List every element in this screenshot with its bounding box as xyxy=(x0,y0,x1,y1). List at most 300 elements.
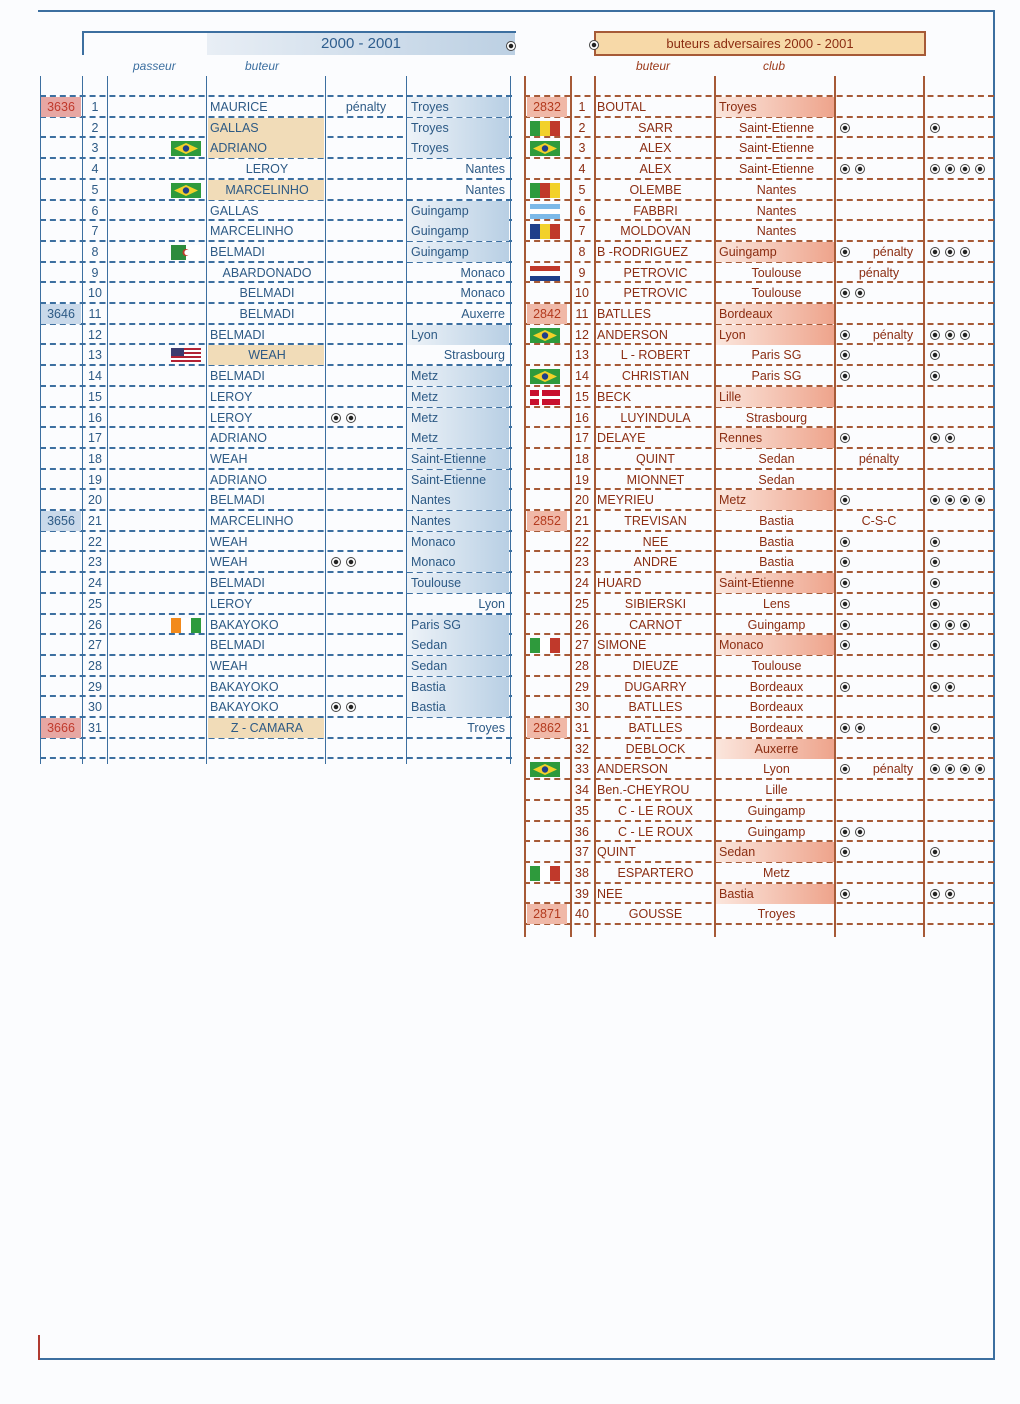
match-code: 2842 xyxy=(527,304,567,324)
table-row xyxy=(524,408,994,428)
club-name: Nantes xyxy=(756,203,797,218)
ball-icon xyxy=(930,164,940,174)
club-name: Guingamp xyxy=(716,242,834,262)
row-number: 28 xyxy=(575,658,589,673)
penalty-note: pénalty xyxy=(858,265,900,280)
opponent-scorers-table xyxy=(524,76,994,937)
ball-icon xyxy=(840,764,850,774)
flag-cameroon-icon xyxy=(530,183,560,198)
row-number: 29 xyxy=(88,679,102,694)
row-number: 25 xyxy=(575,596,589,611)
club-name: Lyon xyxy=(716,325,834,345)
table-row xyxy=(524,656,994,676)
row-number: 7 xyxy=(91,224,99,239)
row-number: 31 xyxy=(575,721,589,735)
flag-brazil-icon xyxy=(530,369,560,384)
flag-brazil-icon xyxy=(171,183,201,198)
row-number: 40 xyxy=(575,907,589,922)
table-row xyxy=(40,345,512,365)
scorer-name: MARCELINHO xyxy=(210,224,294,239)
scorer-name: WEAH xyxy=(210,658,248,673)
scorer-name: DEBLOCK xyxy=(625,741,686,756)
row-number: 10 xyxy=(575,286,589,301)
club-name: Guingamp xyxy=(407,221,509,241)
table-row xyxy=(40,201,512,221)
table-row xyxy=(524,283,994,303)
row-number: 24 xyxy=(88,576,102,591)
row-number: 32 xyxy=(575,741,589,756)
club-name: Metz xyxy=(407,387,509,407)
ball-icon xyxy=(945,682,955,692)
club-name: Metz xyxy=(407,428,509,448)
table-row xyxy=(40,635,512,655)
row-number: 6 xyxy=(578,203,586,218)
row-number: 16 xyxy=(88,410,102,425)
ball-icon xyxy=(346,413,356,423)
row-number: 24 xyxy=(575,576,589,591)
ball-icon xyxy=(840,682,850,692)
row-number: 25 xyxy=(88,596,102,611)
row-number: 5 xyxy=(578,182,586,197)
club-name: Bastia xyxy=(759,555,794,570)
table-row xyxy=(40,138,512,158)
scorer-name: ANDERSON xyxy=(597,327,668,342)
ball-icon xyxy=(840,889,850,899)
scorer-name: BELMADI xyxy=(210,638,265,653)
table-row xyxy=(40,573,512,593)
ball-icon xyxy=(840,371,850,381)
table-row xyxy=(40,283,512,303)
scorer-name: BAKAYOKO xyxy=(210,700,279,715)
table-row xyxy=(524,801,994,821)
table-row xyxy=(40,408,512,428)
ball-icon xyxy=(331,557,341,567)
ball-icon xyxy=(930,640,940,650)
ball-icon xyxy=(930,433,940,443)
scorer-name: BATLLES xyxy=(597,307,651,321)
row-number: 30 xyxy=(88,700,102,715)
scorer-name: ABARDONADO xyxy=(222,265,312,280)
table-row xyxy=(524,387,994,407)
scorer-name: FABBRI xyxy=(633,203,678,218)
ball-icon xyxy=(331,413,341,423)
row-number: 26 xyxy=(88,617,102,632)
row-number: 35 xyxy=(575,803,589,818)
row-number: 23 xyxy=(88,555,102,570)
ball-icon xyxy=(945,164,955,174)
scorer-name: ALEX xyxy=(639,162,672,177)
col-header-passeur: passeur xyxy=(133,59,176,73)
table-row xyxy=(40,159,512,179)
club-name: Lens xyxy=(762,596,791,611)
table-row xyxy=(524,884,994,904)
row-number: 13 xyxy=(88,348,102,363)
ball-icon xyxy=(840,557,850,567)
ball-icon xyxy=(945,433,955,443)
ball-icon xyxy=(960,164,970,174)
row-number: 7 xyxy=(578,224,586,239)
ball-icon xyxy=(506,41,516,51)
scorer-name: MOLDOVAN xyxy=(620,224,691,239)
table-row xyxy=(524,573,994,593)
table-row xyxy=(40,718,512,738)
penalty-note: pénalty xyxy=(872,244,914,259)
ball-icon xyxy=(960,620,970,630)
ball-icon xyxy=(930,247,940,257)
club-name: Guingamp xyxy=(747,803,806,818)
row-number: 17 xyxy=(575,431,589,446)
ball-icon xyxy=(930,578,940,588)
row-number: 30 xyxy=(575,700,589,715)
club-name: Bastia xyxy=(407,697,509,717)
club-name: Toulouse xyxy=(751,658,802,673)
club-name: Lille xyxy=(716,387,834,407)
club-name: Sedan xyxy=(407,656,509,676)
club-name: Sedan xyxy=(758,472,795,487)
scorer-name: TREVISAN xyxy=(624,514,687,528)
club-name: Monaco xyxy=(716,635,834,655)
home-scorers-table xyxy=(40,76,512,764)
match-code: 3636 xyxy=(41,97,81,117)
ball-icon xyxy=(855,827,865,837)
scorer-name: Ben.-CHEYROU xyxy=(597,783,690,798)
club-name: Saint-Etienne xyxy=(738,120,815,135)
table-row xyxy=(524,594,994,614)
flag-brazil-icon xyxy=(530,141,560,156)
ball-icon xyxy=(960,764,970,774)
flag-denmark-icon xyxy=(530,390,560,405)
ball-icon xyxy=(840,288,850,298)
ball-icon xyxy=(930,330,940,340)
flag-romania-icon xyxy=(530,224,560,239)
row-number: 1 xyxy=(91,100,99,114)
table-row xyxy=(40,97,512,117)
club-name: Nantes xyxy=(407,490,509,510)
row-divider xyxy=(40,757,512,759)
table-row xyxy=(524,470,994,490)
flag-brazil-icon xyxy=(530,762,560,777)
table-row xyxy=(40,552,512,572)
club-name: Nantes xyxy=(465,182,505,197)
ball-icon xyxy=(960,247,970,257)
row-number: 33 xyxy=(575,762,589,777)
table-row xyxy=(524,428,994,448)
penalty-note: pénalty xyxy=(872,762,914,777)
table-row xyxy=(524,490,994,510)
ball-icon xyxy=(840,599,850,609)
scorer-name: BAKAYOKO xyxy=(210,617,279,632)
row-number: 15 xyxy=(88,389,102,404)
row-number: 29 xyxy=(575,679,589,694)
row-number: 4 xyxy=(578,162,586,177)
scorer-name: C - LE ROUX xyxy=(617,824,693,839)
row-number: 2 xyxy=(91,120,99,135)
club-name: Metz xyxy=(407,408,509,428)
flag-argentina-icon xyxy=(530,204,560,219)
club-name: Saint-Etienne xyxy=(407,470,509,490)
match-code: 3646 xyxy=(41,304,81,324)
scorer-name: LEROY xyxy=(210,389,253,404)
ball-icon xyxy=(945,330,955,340)
ball-icon xyxy=(930,123,940,133)
table-row xyxy=(524,201,994,221)
club-name: Monaco xyxy=(407,532,509,552)
club-name: Bordeaux xyxy=(749,721,804,735)
flag-usa-icon xyxy=(171,348,201,363)
row-number: 37 xyxy=(575,845,589,860)
scorer-name: BELMADI xyxy=(239,286,295,301)
club-name: Saint-Etienne xyxy=(738,162,815,177)
club-name: Bastia xyxy=(759,534,794,549)
row-number: 14 xyxy=(575,369,589,384)
row-number: 8 xyxy=(578,244,586,259)
scorer-name: BELMADI xyxy=(210,327,265,342)
club-name: Troyes xyxy=(757,907,796,922)
table-row xyxy=(524,904,994,924)
scorer-name: BOUTAL xyxy=(597,100,647,114)
row-number: 10 xyxy=(88,286,102,301)
scorer-name: SARR xyxy=(638,120,673,135)
scorer-name: BELMADI xyxy=(239,307,295,321)
scorer-name: B -RODRIGUEZ xyxy=(597,244,688,259)
scorer-name: BECK xyxy=(597,389,632,404)
ball-icon xyxy=(930,847,940,857)
ball-icon xyxy=(960,495,970,505)
ball-icon xyxy=(840,578,850,588)
row-number: 8 xyxy=(91,244,99,259)
right-title: buteurs adversaires 2000 - 2001 xyxy=(594,33,926,56)
row-number: 22 xyxy=(88,534,102,549)
flag-algeria-icon xyxy=(171,245,201,260)
club-name: Paris SG xyxy=(751,348,802,363)
table-row xyxy=(40,449,512,469)
row-number: 13 xyxy=(575,348,589,363)
club-name: Sedan xyxy=(716,842,834,862)
row-number: 38 xyxy=(575,865,589,880)
ball-icon xyxy=(840,495,850,505)
ball-icon xyxy=(930,537,940,547)
table-row xyxy=(524,304,994,324)
flag-ivory-icon xyxy=(171,618,201,633)
row-number: 18 xyxy=(575,451,589,466)
row-number: 11 xyxy=(575,307,589,321)
flag-senegal-icon xyxy=(530,121,560,136)
ball-icon xyxy=(975,495,985,505)
table-row xyxy=(40,118,512,138)
scorer-name: QUINT xyxy=(597,845,636,860)
ball-icon xyxy=(945,889,955,899)
table-row xyxy=(524,842,994,862)
scorer-name: DUGARRY xyxy=(624,679,687,694)
ball-icon xyxy=(840,350,850,360)
ball-icon xyxy=(960,330,970,340)
ball-icon xyxy=(930,764,940,774)
club-name: Strasbourg xyxy=(745,410,808,425)
club-name: Troyes xyxy=(407,97,509,117)
ball-icon xyxy=(930,889,940,899)
row-number: 21 xyxy=(88,514,102,528)
scorer-name: WEAH xyxy=(208,345,324,365)
ball-icon xyxy=(930,371,940,381)
ball-icon xyxy=(840,164,850,174)
table-row xyxy=(524,449,994,469)
ball-icon xyxy=(930,495,940,505)
scorer-name: BATLLES xyxy=(628,721,683,735)
scorer-name: PETROVIC xyxy=(623,265,688,280)
table-row xyxy=(524,635,994,655)
table-row xyxy=(40,221,512,241)
scorer-name: BAKAYOKO xyxy=(210,679,279,694)
match-code: 2862 xyxy=(527,718,567,738)
ball-icon xyxy=(346,557,356,567)
club-name: Monaco xyxy=(460,265,505,280)
page-frame-left xyxy=(38,1335,40,1360)
club-name: Guingamp xyxy=(407,242,509,262)
scorer-name: BELMADI xyxy=(210,576,265,591)
club-name: Auxerre xyxy=(716,739,834,759)
flag-brazil-icon xyxy=(530,328,560,343)
table-row xyxy=(40,656,512,676)
scorer-name: MIONNET xyxy=(626,472,685,487)
scorer-name: DELAYE xyxy=(597,431,646,446)
table-row xyxy=(40,490,512,510)
table-row xyxy=(40,594,512,614)
row-number: 31 xyxy=(88,721,102,735)
club-name: Auxerre xyxy=(461,307,505,321)
table-row xyxy=(524,863,994,883)
club-name: Nantes xyxy=(756,182,797,197)
penalty-note: C-S-C xyxy=(861,514,897,528)
scorer-name: NEE xyxy=(642,534,669,549)
row-number: 18 xyxy=(88,451,102,466)
scorer-name: HUARD xyxy=(597,576,642,591)
club-name: Saint-Etienne xyxy=(716,573,834,593)
club-name: Strasbourg xyxy=(443,348,505,363)
scorer-name: MEYRIEU xyxy=(597,493,654,508)
table-row xyxy=(524,780,994,800)
club-name: Bastia xyxy=(716,884,834,904)
penalty-note: pénalty xyxy=(345,100,387,114)
table-row xyxy=(524,759,994,779)
table-row xyxy=(524,221,994,241)
club-name: Sedan xyxy=(407,635,509,655)
scorer-name: Z - CAMARA xyxy=(208,718,324,738)
row-number: 15 xyxy=(575,389,589,404)
row-number: 11 xyxy=(88,307,102,321)
scorer-name: ADRIANO xyxy=(210,431,267,446)
ball-icon xyxy=(930,682,940,692)
ball-icon xyxy=(840,537,850,547)
club-name: Bastia xyxy=(759,514,794,528)
ball-icon xyxy=(855,288,865,298)
row-number: 17 xyxy=(88,431,102,446)
club-name: Bordeaux xyxy=(716,304,834,324)
row-number: 34 xyxy=(575,783,589,798)
scorer-name: GOUSSE xyxy=(628,907,683,922)
scorer-name: CHRISTIAN xyxy=(621,369,690,384)
club-name: Monaco xyxy=(460,286,505,301)
scorer-name: ANDERSON xyxy=(597,762,668,777)
ball-icon xyxy=(930,557,940,567)
table-row xyxy=(524,118,994,138)
ball-icon xyxy=(840,640,850,650)
table-row xyxy=(40,263,512,283)
scorer-name: MAURICE xyxy=(210,100,268,114)
scorer-name: LUYINDULA xyxy=(620,410,691,425)
table-row xyxy=(524,180,994,200)
table-row xyxy=(40,325,512,345)
ball-icon xyxy=(975,764,985,774)
scorer-name: MARCELINHO xyxy=(210,514,294,528)
club-name: Paris SG xyxy=(751,369,802,384)
scorer-name: L - ROBERT xyxy=(620,348,691,363)
scorer-name: NEE xyxy=(597,886,623,901)
row-number: 5 xyxy=(91,182,99,197)
table-row xyxy=(524,615,994,635)
club-name: Lyon xyxy=(478,596,505,611)
scorer-name: ANDRE xyxy=(633,555,678,570)
scorer-name: GALLAS xyxy=(210,203,259,218)
ball-icon xyxy=(346,702,356,712)
row-number: 12 xyxy=(88,327,102,342)
scorer-name: SIBIERSKI xyxy=(624,596,687,611)
table-row xyxy=(524,511,994,531)
row-number: 20 xyxy=(575,493,589,508)
col-header-buteur: buteur xyxy=(245,59,280,73)
table-row xyxy=(524,532,994,552)
table-row xyxy=(40,511,512,531)
table-row xyxy=(40,242,512,262)
ball-icon xyxy=(945,764,955,774)
ball-icon xyxy=(930,620,940,630)
col-header-buteur-right: buteur xyxy=(636,59,671,73)
ball-icon xyxy=(930,599,940,609)
club-name: Toulouse xyxy=(751,286,802,301)
row-number: 3 xyxy=(91,141,99,156)
table-row xyxy=(40,677,512,697)
scorer-name: GALLAS xyxy=(208,118,324,138)
row-number: 19 xyxy=(88,472,102,487)
scorer-name: MARCELINHO xyxy=(208,180,324,200)
scorer-name: CARNOT xyxy=(629,617,682,632)
club-name: Lyon xyxy=(763,762,790,777)
table-row xyxy=(524,97,994,117)
row-number: 27 xyxy=(575,638,589,653)
table-row xyxy=(40,615,512,635)
ball-icon xyxy=(945,620,955,630)
scorer-name: BELMADI xyxy=(210,244,265,259)
club-name: Troyes xyxy=(716,97,834,117)
row-number: 14 xyxy=(88,369,102,384)
ball-icon xyxy=(975,164,985,174)
club-name: Monaco xyxy=(407,552,509,572)
ball-icon xyxy=(840,433,850,443)
table-row xyxy=(40,428,512,448)
col-header-club-right: club xyxy=(763,59,786,73)
scorer-name: BELMADI xyxy=(210,493,265,508)
club-name: Nantes xyxy=(465,162,505,177)
scorer-name: OLEMBE xyxy=(629,182,682,197)
row-number: 21 xyxy=(575,514,589,528)
row-number: 6 xyxy=(91,203,99,218)
match-code: 3666 xyxy=(41,718,81,738)
table-row xyxy=(40,180,512,200)
scorer-name: SIMONE xyxy=(597,638,647,653)
club-name: Metz xyxy=(407,366,509,386)
ball-icon xyxy=(331,702,341,712)
row-number: 39 xyxy=(575,886,589,901)
scorer-name: WEAH xyxy=(210,534,248,549)
